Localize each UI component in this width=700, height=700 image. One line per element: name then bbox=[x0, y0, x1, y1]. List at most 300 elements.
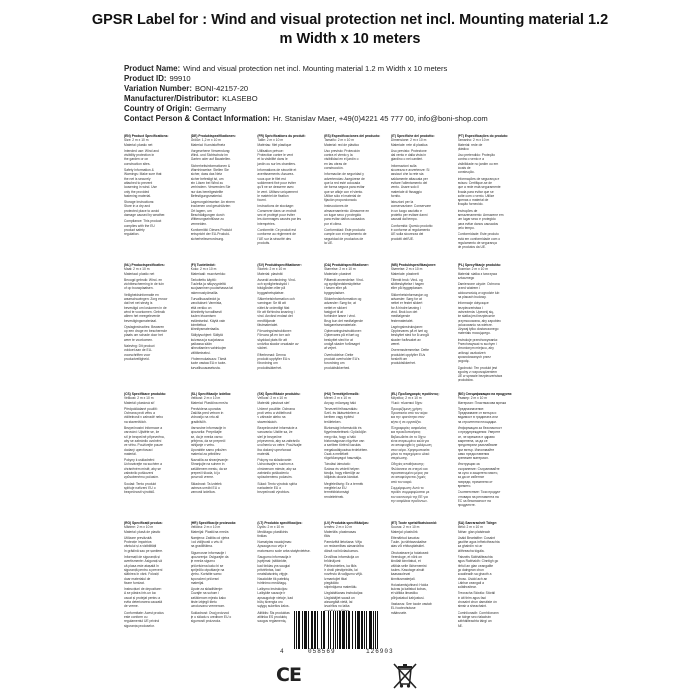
section-line: uvoľneniu vo vetre. Používajte bbox=[257, 443, 302, 448]
section-line: de forma segura para evitar bbox=[324, 185, 365, 190]
section-line: in un luogo asciutto e bbox=[390, 208, 423, 213]
section-line: siguranța produselor. bbox=[124, 623, 155, 628]
section-line: bezpieczeństwa i bbox=[457, 305, 483, 310]
section-line: Overensstemmelse: Dette bbox=[390, 348, 429, 353]
section-line: sztucznego bbox=[457, 275, 475, 280]
section-line: tvirtinimo medžiagą. bbox=[257, 580, 287, 585]
section-line: Conformidad: Este producto bbox=[324, 227, 366, 232]
section-line: Koko: 2 m x 10 m bbox=[190, 267, 217, 272]
section-line: προστατευμένο μέρος για bbox=[390, 471, 429, 476]
section-line: sigurnosti proizvoda. bbox=[190, 619, 221, 624]
section-line: que se afloje con el viento. bbox=[324, 189, 364, 194]
language-section bbox=[124, 519, 188, 645]
section-line: Namjena: Zaštita od vjetra bbox=[190, 535, 230, 540]
section-line: Zamierzone użycie: Ochrona bbox=[457, 282, 500, 287]
section-line: varoitukset: Varmista, bbox=[190, 301, 223, 306]
section-line: zgodny z rozporządzeniem bbox=[457, 369, 497, 374]
section-line: i haven eller på bbox=[324, 286, 347, 291]
section-line: Brug kun det medfølgende bbox=[324, 318, 363, 323]
section-line: varovania: Uistite sa, že bbox=[257, 430, 293, 435]
section-line: Materiale: rete di plastica bbox=[390, 142, 428, 147]
section-line: vind. Bruk kun det bbox=[390, 309, 418, 314]
section-heading: (HR) Specifikacije proizvoda: bbox=[190, 521, 237, 525]
section-line: Csak a mellékelt bbox=[324, 451, 349, 456]
section-line: skader forårsaket av bbox=[390, 337, 421, 342]
section-line: Uporabite samo priložen bbox=[190, 447, 227, 452]
section-line: undvika skador orsakade av bbox=[257, 342, 299, 347]
section-line: την ασφάλεια προϊόντων. bbox=[390, 498, 428, 503]
ean-barcode bbox=[280, 611, 424, 660]
section-line: un redzamības aizsardzība bbox=[324, 544, 364, 549]
section-line: Størrelse: 2 m x 10 m bbox=[390, 267, 423, 272]
section-line: sąlygų sukeltos žalos. bbox=[257, 604, 290, 609]
language-section bbox=[524, 261, 588, 387]
section-line: Материал: Пластмасова мрежа bbox=[457, 400, 506, 405]
section-line: um lugar seco e protegido bbox=[457, 217, 496, 222]
section-line: Informacje dotyczące bbox=[457, 301, 489, 306]
language-section bbox=[324, 390, 388, 516]
section-line: Vastavus: See toode vastab bbox=[390, 602, 432, 607]
section-line: fixada para evitar que se bbox=[457, 189, 494, 194]
section-line: scaoileadh sa ghaoth a bbox=[457, 572, 492, 577]
section-line: construction sites. bbox=[124, 161, 151, 166]
section-line: sicherheitsverordnung. bbox=[190, 236, 225, 241]
section-line: produits. bbox=[257, 240, 271, 245]
section-line: fastgørelsesmateriale. bbox=[324, 322, 357, 327]
section-line: Velikost: 2 m x 10 m bbox=[190, 396, 221, 401]
section-line: Pokyny k uskladnění: bbox=[124, 458, 156, 463]
crossed-out-bin-icon bbox=[390, 660, 420, 690]
section-line: kertben vagy építési bbox=[324, 415, 354, 420]
section-line: įspėjimai: Įsitikinkite, bbox=[257, 559, 288, 564]
section-line: στον αέρα. Χρησιμοποιείτε bbox=[390, 447, 430, 452]
section-line: να αποφεύγονται ζημιές bbox=[390, 475, 426, 480]
section-line: apenas o material de bbox=[457, 198, 489, 203]
section-line: Tiltenkt bruk: Vind- og bbox=[390, 277, 423, 282]
section-line: sicher befestigt ist, um bbox=[190, 176, 224, 181]
section-line: Materiał: siatka z tworzywa bbox=[457, 271, 497, 276]
section-line: agus Rabhaidh: Cinntigh go bbox=[457, 559, 499, 564]
section-line: nariadenie EÚ o bbox=[257, 485, 282, 490]
section-line: af vejret. bbox=[324, 346, 337, 351]
section-heading: (ET) Toote spetsifikatsioonid: bbox=[390, 521, 437, 525]
section-line: przed wiatrem i bbox=[457, 286, 480, 291]
section-line: productveiligheid. bbox=[124, 356, 150, 361]
section-line: varningar: Se till att bbox=[257, 301, 286, 306]
section-line: Veličina: 2 m x 10 m bbox=[190, 525, 221, 530]
section-heading: (SL) Specifikacije izdelka: bbox=[190, 392, 232, 396]
section-line: conforme au règlement de bbox=[257, 232, 296, 237]
section-line: isporučeni pričvrsni bbox=[190, 576, 219, 581]
section-line: Φυλάσσετε σε στεγνό και bbox=[390, 466, 428, 471]
section-line: Bezpečnostné informácie a bbox=[257, 426, 298, 431]
section-line: været. bbox=[390, 342, 401, 347]
section-line: rahljanje v vetru. bbox=[190, 443, 215, 448]
section-line: termékbiztonsági bbox=[324, 490, 350, 495]
section-line: plástico bbox=[457, 146, 469, 151]
section-line: Informazioni sulla bbox=[390, 163, 417, 168]
product-info bbox=[124, 64, 594, 123]
section-line: protetto per evitare danni bbox=[390, 213, 428, 218]
section-line: pričvršćena kako bi se bbox=[190, 563, 224, 568]
section-line: le matériel de fixation bbox=[257, 193, 289, 198]
section-line: területeken. bbox=[324, 419, 342, 424]
section-line: Material: rede de bbox=[457, 142, 483, 147]
section-line: fixare furnizat. bbox=[124, 580, 145, 585]
section-line: fastening material. bbox=[124, 193, 151, 198]
section-line: forhindre løsne i vind. bbox=[324, 314, 356, 319]
section-line: Tarkoitettu käyttö: bbox=[190, 277, 217, 282]
section-line: para evitar daños causados bbox=[324, 217, 365, 222]
section-line: staveniskách. bbox=[257, 419, 278, 424]
section-line: Förvaringsinstruktioner: bbox=[257, 329, 292, 334]
section-line: και προειδοποιήσεις: bbox=[390, 430, 422, 435]
section-line: ELi tooteohutuse bbox=[390, 606, 416, 611]
section-heading: (RO) Specificații produs: bbox=[124, 521, 163, 525]
section-line: Anyag: műanyag háló bbox=[324, 400, 357, 405]
section-line: A se păstra într-un loc bbox=[124, 591, 157, 596]
section-line: съхранение: Съхранявайте bbox=[457, 466, 500, 471]
section-line: eller på byggeplasser. bbox=[390, 286, 423, 291]
section-line: jardin ou sur les chantiers. bbox=[257, 161, 296, 166]
section-line: Turvallisuustiedot ja bbox=[190, 297, 220, 302]
section-line: paikassa sään bbox=[190, 342, 212, 347]
section-line: Atitiktis: Šis produktas bbox=[257, 610, 290, 615]
section-line: megfelel az EU bbox=[324, 485, 347, 490]
section-line: rendeletének. bbox=[324, 494, 345, 499]
section-line: et la visibilité dans le bbox=[257, 157, 288, 162]
section-line: Sukladnost: Ovaj proizvod bbox=[190, 610, 230, 615]
section-line: на сухо и защитено място, bbox=[457, 471, 499, 476]
section-line: soláthraítear. bbox=[457, 585, 477, 590]
section-line: Uchovávajte v suchom a bbox=[257, 462, 294, 467]
section-line: Storage Instructions: bbox=[124, 200, 155, 205]
section-line: при вятър. Използвайте bbox=[457, 447, 495, 452]
section-line: Materiale: plastnett bbox=[390, 271, 419, 276]
section-line: Warnings: Make sure that bbox=[124, 172, 162, 177]
section-line: Πληροφορίες ασφαλείας bbox=[390, 426, 427, 431]
section-line: ustreza uredbi EU o bbox=[190, 485, 220, 490]
section-line: Βεβαιωθείτε ότι το δίχτυ bbox=[390, 434, 426, 439]
section-line: advertencias: Asegúrese de bbox=[324, 176, 365, 181]
section-line: skyddad plats för att bbox=[257, 337, 287, 342]
section-line: brīdinājumi: bbox=[324, 559, 342, 564]
section-line: splňuje nařízení EU o bbox=[124, 485, 156, 490]
language-section bbox=[524, 132, 588, 258]
section-line: Avsedd användning: Vind- bbox=[257, 277, 296, 282]
section-line: viditelnosti v zahradě nebo bbox=[124, 415, 164, 420]
section-line: Προστασία από τον αέρα bbox=[390, 411, 428, 416]
section-line: de produtos da UE. bbox=[457, 245, 486, 250]
section-line: Съответствие: Този продукт bbox=[457, 490, 501, 495]
section-line: Laikymo instrukcijos: bbox=[257, 587, 288, 592]
section-line: ein Lösen bei Wind zu bbox=[190, 180, 224, 185]
section-line: tinklas bbox=[257, 533, 267, 538]
section-line: kaasasolevat bbox=[390, 572, 411, 577]
section-line: está em conformidade com o bbox=[457, 236, 501, 241]
section-line: na staveništích. bbox=[124, 419, 147, 424]
section-line: materiál. bbox=[124, 451, 137, 456]
section-line: Предназначение: bbox=[457, 406, 485, 411]
section-line: Material: plasă de plastic bbox=[124, 529, 161, 534]
section-line: Informații de siguranță și bbox=[124, 555, 160, 560]
section-line: Store in a dry and bbox=[124, 204, 151, 209]
section-line: Faisnéis Sábháilteachta bbox=[457, 555, 493, 560]
section-line: zaštićenom mjestu kako bbox=[190, 595, 226, 600]
section-line: Safety Information & bbox=[124, 168, 154, 173]
section-line: evita deteriorarea cauzată bbox=[124, 600, 163, 605]
section-line: Zaščita pred vetrom in bbox=[190, 411, 224, 416]
section-line: pritrjena, da se prepreči bbox=[190, 438, 226, 443]
section-line: Materiale: plastnet bbox=[324, 271, 352, 276]
section-line: toimitettua bbox=[190, 322, 206, 327]
section-line: Beschädigungen durch bbox=[190, 213, 225, 218]
barcode-bar bbox=[377, 611, 378, 649]
section-line: Utilice sólo el material de bbox=[324, 193, 361, 198]
section-line: Προοριζόμενη χρήση: bbox=[390, 406, 423, 411]
language-section bbox=[191, 519, 255, 645]
section-heading: (DE) Produktspezifikationen: bbox=[190, 134, 236, 138]
section-line: că plasa este atașată în bbox=[124, 563, 159, 568]
section-line: крепежен материал. bbox=[457, 456, 489, 461]
barcode-bars bbox=[294, 611, 416, 649]
section-line: Säkerhetsinformation och bbox=[257, 297, 295, 302]
section-line: förordning om bbox=[257, 361, 278, 366]
section-line: zichtbescherming in de tuin bbox=[124, 282, 164, 287]
section-line: Naudokite tik pateiktą bbox=[257, 576, 289, 581]
section-line: Materiaali: muoviverkko bbox=[190, 271, 226, 276]
section-line: conservazione: Conservare bbox=[390, 204, 431, 209]
info-product-name: Product Name: Wind and visual protection net incl. Mounting material 1.2 m Width x 10 meters bbox=[124, 64, 448, 73]
ce-mark-icon: CE bbox=[276, 664, 301, 686]
section-line: na placach budowy. bbox=[457, 295, 487, 300]
section-line: og synlighedsbeskyttelse bbox=[324, 282, 361, 287]
section-line: kad tinklas yra saugiai bbox=[257, 563, 290, 568]
section-line: zabránilo poškodeniu bbox=[257, 471, 289, 476]
section-line: Szél- és látásvédelem a bbox=[324, 411, 360, 416]
section-line: Witterungseinflüsse zu bbox=[190, 217, 224, 222]
section-line: megakadályozása érdekében. bbox=[324, 447, 369, 452]
section-line: Ábhar: glan plaisteach bbox=[457, 529, 491, 534]
section-line: Instrucțiuni de depozitare: bbox=[124, 587, 162, 592]
language-section bbox=[124, 390, 188, 516]
section-line: Lagerungshinweise: An einem bbox=[190, 200, 235, 205]
section-line: vântului și a vizibilității bbox=[124, 544, 157, 549]
section-line: poluzowaniu na wietrze. bbox=[457, 322, 493, 327]
section-line: chráněném místě, aby se bbox=[124, 466, 162, 471]
section-line: időjárás okozta károkat. bbox=[324, 475, 359, 480]
section-line: product safety bbox=[124, 227, 145, 232]
section-line: varnosti izdelkov. bbox=[190, 490, 216, 495]
section-line: protected place to avoid bbox=[124, 208, 160, 213]
section-line: sábháilteachta táirgí an bbox=[457, 619, 492, 624]
section-line: Materiál: plastová sieť bbox=[257, 400, 290, 405]
section-line: fixação fornecido. bbox=[457, 202, 484, 207]
section-line: Informações de segurança e bbox=[457, 176, 500, 181]
section-line: Uchovávejte na suchém a bbox=[124, 462, 162, 467]
section-line: tuote vastaa EU:n tuote- bbox=[190, 361, 227, 366]
section-line: Předpokládané použití: bbox=[124, 406, 158, 411]
language-section bbox=[458, 519, 522, 645]
section-heading: (NB) Produktspesifikasjoner: bbox=[390, 263, 437, 267]
section-line: contra o vento e a bbox=[457, 157, 484, 162]
section-line: voorschriften voor bbox=[124, 352, 151, 357]
language-section bbox=[391, 261, 455, 387]
section-line: Ochrana proti větru a bbox=[124, 411, 155, 416]
section-line: Zgodność: Ten produkt jest bbox=[457, 365, 498, 370]
section-line: Storlek: 2 m x 10 m bbox=[257, 267, 286, 272]
section-line: Ort lagern, um bbox=[190, 208, 212, 213]
section-line: tīkls bbox=[324, 533, 331, 538]
section-line: produktów. bbox=[457, 378, 474, 383]
section-line: iba dodaný upevňovací bbox=[257, 447, 292, 452]
section-line: dārzā vai būvlaukumos. bbox=[324, 548, 359, 553]
section-line: láithreacha tógála. bbox=[457, 548, 485, 553]
info-manufacturer: Manufacturer/Distributor: KLASEBO bbox=[124, 93, 258, 103]
section-line: armazenamento: Armazene em bbox=[457, 213, 504, 218]
section-line: Påtænkt anvendelse: Vind- bbox=[324, 277, 364, 282]
section-line: Varnostne informacije in bbox=[190, 426, 226, 431]
section-line: je mreža sigurno bbox=[190, 559, 216, 564]
section-line: zaščitenem mestu, da se bbox=[190, 466, 228, 471]
section-line: vind. Använd endast det bbox=[257, 314, 293, 319]
section-line: Säilytysohjeet: Säilytä bbox=[190, 333, 223, 338]
section-line: avertissements: Assurez- bbox=[257, 172, 295, 177]
section-line: przymocowana, aby zapobiec bbox=[457, 318, 501, 323]
section-line: fourni. bbox=[257, 198, 267, 203]
language-section bbox=[324, 261, 388, 387]
section-line: figyelmeztetések: Győződjön bbox=[324, 430, 367, 435]
section-line: the net is securely bbox=[124, 176, 151, 181]
section-line: vento. Usare solo il bbox=[390, 185, 419, 190]
section-line: Navodila za shranjevanje: bbox=[190, 458, 229, 463]
section-line: από τον καιρό. bbox=[390, 479, 413, 484]
section-line: отговаря на регламента на bbox=[457, 494, 499, 499]
section-line: bevestigd om loskomen in de bbox=[124, 305, 167, 310]
section-line: Opbevaringsinstruktioner: bbox=[324, 329, 362, 334]
section-line: weer te voorkomen. bbox=[124, 337, 153, 342]
section-line: Ettenähtud kasutus: bbox=[390, 535, 420, 540]
section-line: είναι στερεωμένο καλά για bbox=[390, 438, 429, 443]
section-line: Размер: 2 m x 10 m bbox=[457, 396, 488, 401]
section-line: Instrucciones de bbox=[324, 204, 349, 209]
section-line: Sicherheitsinformationen & bbox=[190, 163, 231, 168]
section-line: spowodowanych przez bbox=[457, 354, 491, 359]
section-line: Συμμόρφωση: Αυτό το bbox=[390, 485, 424, 490]
section-line: izvairītos no laika bbox=[324, 604, 350, 609]
section-line: Úsáid Beartaithe: Cosaint bbox=[457, 535, 495, 540]
section-line: byggarbetsplatser. bbox=[257, 290, 285, 295]
section-line: nettet er festet sikkert bbox=[390, 301, 423, 306]
language-section bbox=[324, 132, 388, 258]
section-line: Veiligheidsinformatie en bbox=[124, 292, 159, 297]
section-line: medfølgende bbox=[390, 314, 411, 319]
section-line: bevestigingsmateriaal. bbox=[124, 318, 157, 323]
section-line: Información de seguridad y bbox=[324, 172, 364, 177]
section-line: regulamento de segurança bbox=[457, 240, 497, 245]
section-line: beskyttet sted for å unngå bbox=[390, 333, 429, 338]
section-line: produkt overholder EU's bbox=[324, 356, 360, 361]
section-line: Protection contre le vent bbox=[257, 153, 293, 158]
section-line: intempéries. bbox=[257, 221, 276, 226]
section-line: Предпазване от вятъра и bbox=[457, 411, 497, 416]
section-line: alleen het meegeleverde bbox=[124, 314, 161, 319]
section-line: Wind- und Sichtschutz im bbox=[190, 153, 228, 158]
section-line: Material: plastic net bbox=[124, 142, 153, 147]
section-line: seguridad de productos de bbox=[324, 236, 364, 241]
section-line: byggepladser. bbox=[324, 290, 345, 295]
section-line: vermeiden. bbox=[190, 221, 208, 226]
section-line: Dimensione: 2 m x 10 m bbox=[390, 138, 427, 143]
section-line: Tuulelta ja näkyvyydeltä bbox=[190, 282, 226, 287]
translations-grid bbox=[124, 132, 588, 648]
language-section bbox=[458, 261, 522, 387]
section-line: Størrelse: 2 m x 10 m bbox=[324, 267, 356, 272]
language-section bbox=[191, 132, 255, 258]
section-line: Utilizare prevăzută: bbox=[124, 535, 153, 540]
section-line: põhjustatud kahjustusi. bbox=[390, 595, 425, 600]
section-line: Paredzētā lietošana: Vēja bbox=[324, 540, 362, 545]
section-line: regulation. bbox=[124, 232, 140, 237]
section-line: Pārliecinieties, ka tīkls bbox=[324, 563, 357, 568]
section-line: Laikykite sausoje ir bbox=[257, 591, 286, 596]
section-line: Υλικό: πλαστικό δίχτυ bbox=[390, 400, 423, 405]
section-line: trädgården eller på bbox=[257, 286, 286, 291]
section-line: advarsler: Sørg for at bbox=[390, 297, 422, 302]
section-line: estämiseksi. Käytä vain bbox=[190, 318, 226, 323]
section-line: Maat: 2 m x 10 m bbox=[124, 267, 150, 272]
section-line: Upute za skladištenje: bbox=[190, 587, 223, 592]
section-line: nettet er sikkert bbox=[324, 305, 347, 310]
section-line: ir droši piestiprināts, lai bbox=[324, 567, 358, 572]
section-line: fastgjort til at bbox=[324, 309, 343, 314]
section-line: ЕС за безопасност на bbox=[457, 498, 491, 503]
section-line: Conserver dans un endroit bbox=[257, 208, 297, 213]
section-line: aby se zabránilo uvolnění bbox=[124, 438, 162, 443]
section-line: vous que le filet est bbox=[257, 176, 286, 181]
section-line: Materijal: Plastična mreža bbox=[190, 529, 229, 534]
section-line: le vent. Utilisez uniquement bbox=[257, 189, 298, 194]
section-line: Predvidena uporaba: bbox=[190, 406, 222, 411]
section-line: vältida selle lõdvenemist bbox=[390, 563, 427, 568]
section-line: aizsargātā vietā, lai bbox=[324, 600, 353, 605]
section-line: produktsikkerhed. bbox=[324, 365, 351, 370]
section-line: atitinka ES produktų bbox=[257, 614, 287, 619]
section-line: solte com o vento. Utilize bbox=[457, 193, 495, 198]
section-line: in áit tirim agus faoi bbox=[457, 595, 486, 600]
section-line: loosening in wind. Use bbox=[124, 185, 157, 190]
section-line: avertismente: Asigurați-vă bbox=[124, 559, 162, 564]
section-line: Material: red de plástico bbox=[324, 142, 360, 147]
section-line: kinnitusmaterjali. bbox=[390, 576, 416, 581]
section-heading: (DA) Produktspecifikationer: bbox=[324, 263, 369, 267]
section-line: chránenom mieste, aby sa bbox=[257, 466, 297, 471]
section-line: op een droge en beschermde bbox=[124, 329, 168, 334]
section-line: προϊόν συμμορφώνεται με bbox=[390, 490, 430, 495]
section-line: Sikkerhetsinformasjon og bbox=[390, 292, 428, 297]
section-line: Μέγεθος: 2 m x 10 m bbox=[390, 396, 422, 401]
section-line: Ohutusteave ja hoiatused: bbox=[390, 550, 430, 555]
section-line: upozorenja: Osigurajte da bbox=[190, 555, 229, 560]
language-section bbox=[458, 390, 522, 516]
section-line: määrusele. bbox=[390, 610, 408, 615]
section-line: et vältida ilmastiku bbox=[390, 591, 418, 596]
section-line: a szélben történő lazulás bbox=[324, 443, 361, 448]
section-line: Инструкции за bbox=[457, 462, 480, 467]
section-line: que a rede está seguramente bbox=[457, 185, 501, 190]
section-line: chosc. Úsáid ach an bbox=[457, 576, 488, 581]
section-line: Przechowywać w suchym i bbox=[457, 342, 497, 347]
